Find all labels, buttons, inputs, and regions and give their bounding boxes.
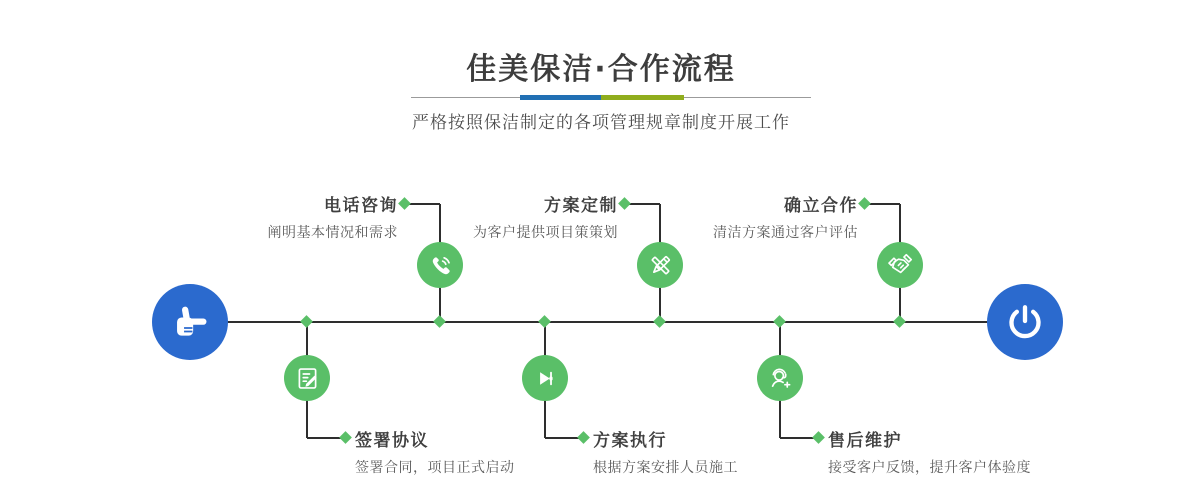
step-circle xyxy=(877,242,923,288)
step-circle xyxy=(757,355,803,401)
diamond-marker xyxy=(618,197,631,210)
step-desc: 根据方案安排人员施工 xyxy=(593,460,738,476)
design-pencil-icon xyxy=(647,252,674,279)
step-title: 确立合作 xyxy=(784,196,858,216)
step-circle xyxy=(637,242,683,288)
step-desc: 阐明基本情况和需求 xyxy=(267,225,398,241)
page-title: 佳美保洁·合作流程 xyxy=(466,52,736,87)
diamond-marker xyxy=(433,315,446,328)
diamond-marker xyxy=(858,197,871,210)
step-desc: 清洁方案通过客户评估 xyxy=(713,225,858,241)
diamond-marker xyxy=(893,315,906,328)
flow-end-node xyxy=(987,284,1063,360)
step-title: 方案执行 xyxy=(593,431,667,451)
step-desc: 接受客户反馈，提升客户体验度 xyxy=(828,460,1031,476)
diamond-marker xyxy=(773,315,786,328)
diamond-marker xyxy=(339,431,352,444)
diamond-marker xyxy=(300,315,313,328)
step-desc: 为客户提供项目策策划 xyxy=(473,225,618,241)
step-title: 售后维护 xyxy=(828,431,902,451)
step-title: 方案定制 xyxy=(544,196,618,216)
pointing-hand-icon xyxy=(169,301,211,343)
diamond-marker xyxy=(577,431,590,444)
phone-icon xyxy=(427,252,454,279)
step-desc: 签署合同，项目正式启动 xyxy=(355,460,515,476)
divider-blue-segment xyxy=(520,95,601,100)
step-circle xyxy=(522,355,568,401)
play-slider-icon xyxy=(532,365,559,392)
diamond-marker xyxy=(812,431,825,444)
customer-service-icon xyxy=(767,365,794,392)
title-divider xyxy=(411,95,811,100)
diamond-marker xyxy=(653,315,666,328)
power-icon xyxy=(1005,302,1045,342)
flow-start-node xyxy=(152,284,228,360)
page-subtitle: 严格按照保洁制定的各项管理规章制度开展工作 xyxy=(412,113,790,133)
step-circle xyxy=(284,355,330,401)
step-title: 签署协议 xyxy=(355,431,429,451)
step-circle xyxy=(417,242,463,288)
divider-green-segment xyxy=(601,95,684,100)
step-title: 电话咨询 xyxy=(324,196,398,216)
handshake-icon xyxy=(886,251,914,279)
contract-icon xyxy=(294,365,321,392)
diamond-marker xyxy=(538,315,551,328)
diamond-marker xyxy=(398,197,411,210)
